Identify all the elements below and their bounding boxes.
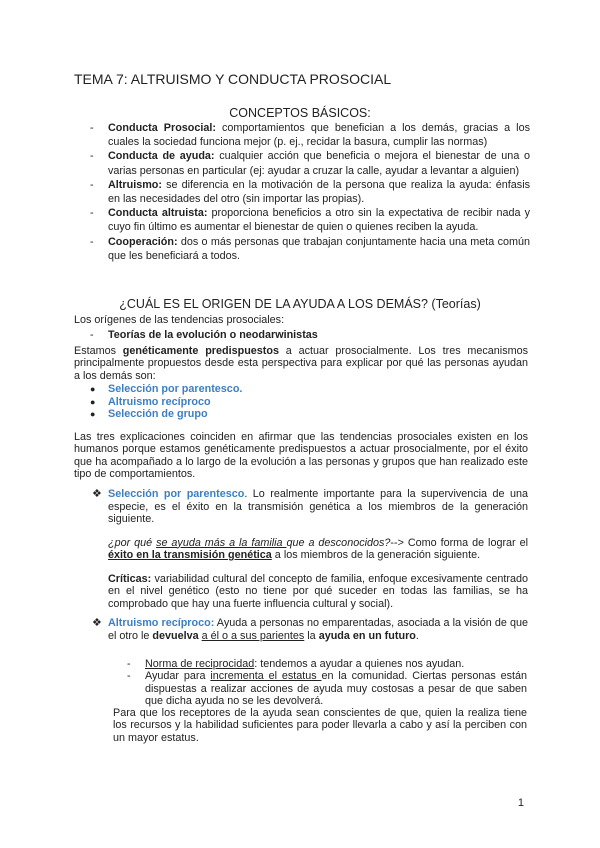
origen-paragraph: [74, 345, 528, 382]
document-title: TEMA 7: ALTRUISMO Y CONDUCTA PROSOCIAL: [74, 71, 392, 87]
definition-item: - Conducta Prosocial: comportamientos que benefician a los demás, gracias a los cuales la sociedad funciona mejor (p. ej., recidar la basura, cumplir las normas): [90, 122, 530, 149]
subitem: - Ayudar para incrementa el estatus en la comunidad. Ciertas personas están dispuestas a realizar acciones de ayuda muy costosas a pesar de que saben que dicha ayuda no se les devolverá.: [127, 670, 527, 708]
seleccion-block: [92, 488, 528, 610]
seleccion-criticas: Críticas: variabilidad cultural del concepto de familia, enfoque excesivamente centrado en el nivel genético (esto no tiene por qué suceder en todas las familias, se ha comprobado que hay una fuerte influencia cultural y social).: [108, 572, 528, 610]
altruismo-block: ❖ Altruismo recíproco: Ayuda a personas no emparentadas, asociada a la visión de que el otro le devuelva a él o a sus parientes la ayuda en un futuro.: [92, 617, 529, 642]
bullet-label: Selección de grupo: [108, 408, 208, 420]
seleccion-text: . Lo realmente importante para la supervivencia de una especie, es el éxito en la transmisión genética a los miembros de la generación siguiente.: [108, 488, 528, 525]
definition-text: dos o más personas que trabajan conjuntamente hacia una meta común que les beneficiará a todos.: [108, 235, 530, 262]
seleccion-question: ¿por qué se ayuda más a la familia que a desconocidos?--> Como forma de lograr el éxito en la transmisión genética a los miembros de la generación siguiente.: [108, 536, 528, 561]
altruismo-subitems: [127, 658, 527, 708]
definition-term: Conducta altruista:: [108, 207, 208, 220]
subitem: - Norma de reciprocidad: tendemos a ayudar a quienes nos ayudan.: [127, 658, 465, 670]
bullet-item: ● Selección de grupo: [90, 408, 208, 420]
bullet-item: ● Selección por parentesco.: [90, 383, 243, 395]
definition-item: - Cooperación: dos o más personas que trabajan conjuntamente hacia una meta común que les beneficiará a todos.: [90, 235, 530, 262]
conceptos-heading: CONCEPTOS BÁSICOS:: [229, 106, 371, 120]
bullet-label: Selección por parentesco.: [108, 383, 243, 395]
definition-text: cualquier acción que beneficia o mejora el bienestar de una o varias personas en particular (ej: ayudar a cruzar la calle, ayudar a levantar a alguien): [108, 150, 530, 177]
diamond-bullet-icon: ❖: [92, 617, 102, 629]
seleccion-label: Selección por parentesco: [108, 488, 245, 500]
definition-item: - Conducta altruista: proporciona beneficios a otro sin la expectativa de recibir nada y cuyo fin último es aumentar el bienestar de quien o quienes reciben la ayuda.: [90, 207, 531, 234]
definition-text: comportamientos que benefician a los demás, gracias a los cuales la sociedad funciona mejor (p. ej., recidar la basura, cumplir las normas): [108, 122, 530, 149]
definition-term: Altruismo:: [108, 178, 162, 191]
origen-subhead: - Teorías de la evolución o neodarwinistas: [90, 329, 318, 341]
closing-paragraph: Para que los receptores de la ayuda sean conscientes de que, quien la realiza tiene los recursos y la habilidad suficientes para poder llevarla a cabo y así la perciben con un mayor estatus.: [113, 707, 527, 744]
definition-text: proporciona beneficios a otro sin la expectativa de recibir nada y cuyo fin último es aumentar el bienestar de quien o quienes reciben la ayuda.: [108, 207, 531, 234]
mechanism-bullets: [90, 383, 242, 421]
summary-paragraph: Las tres explicaciones coinciden en afirmar que las tendencias prosociales existen en los humanos porque estamos genéticamente predispuestos a actuar prosocialmente, por el éxito que ha acompañado a lo largo de la evolución a las personas y grupos que han realizado este tipo de comportamientos.: [74, 431, 528, 481]
para-text: Estamos: [74, 345, 123, 357]
definition-term: Conducta de ayuda:: [108, 150, 215, 163]
definition-term: Conducta Prosocial:: [108, 122, 216, 134]
definition-item: - Altruismo: se diferencia en la motivación de la persona que realiza la ayuda: énfasis en las necesidades del otro (sin importar las propias).: [90, 178, 530, 206]
para-bold: genéticamente predispuestos: [122, 345, 279, 357]
definition-term: Cooperación:: [108, 235, 178, 248]
origen-heading: ¿CUÁL ES EL ORIGEN DE LA AYUDA A LOS DEMÁS? (Teorías): [119, 297, 481, 311]
altruismo-label: Altruismo recíproco:: [108, 617, 215, 629]
para-text: a actuar prosocialmente. Los tres mecanismos principalmente propuestos desde esta perspectiva para explicar por qué las personas ayudan a los demás son:: [74, 345, 528, 382]
definition-item: - Conducta de ayuda: cualquier acción que beneficia o mejora el bienestar de una o varias personas en particular (ej: ayudar a cruzar la calle, ayudar a levantar a alguien): [90, 150, 530, 177]
bullet-item: ● Altruismo recíproco: [90, 395, 211, 408]
bullet-label: Altruismo recíproco: [108, 395, 211, 408]
origen-intro: Los orígenes de las tendencias prosociales:: [74, 314, 285, 326]
evolution-theories: Teorías de la evolución o neodarwinistas: [108, 329, 318, 341]
definitions-list: [90, 121, 530, 263]
definition-text: se diferencia en la motivación de la persona que realiza la ayuda: énfasis en las necesidades del otro (sin importar las propias).: [108, 178, 530, 206]
page-number: 1: [517, 797, 524, 809]
diamond-bullet-icon: ❖: [92, 488, 102, 500]
